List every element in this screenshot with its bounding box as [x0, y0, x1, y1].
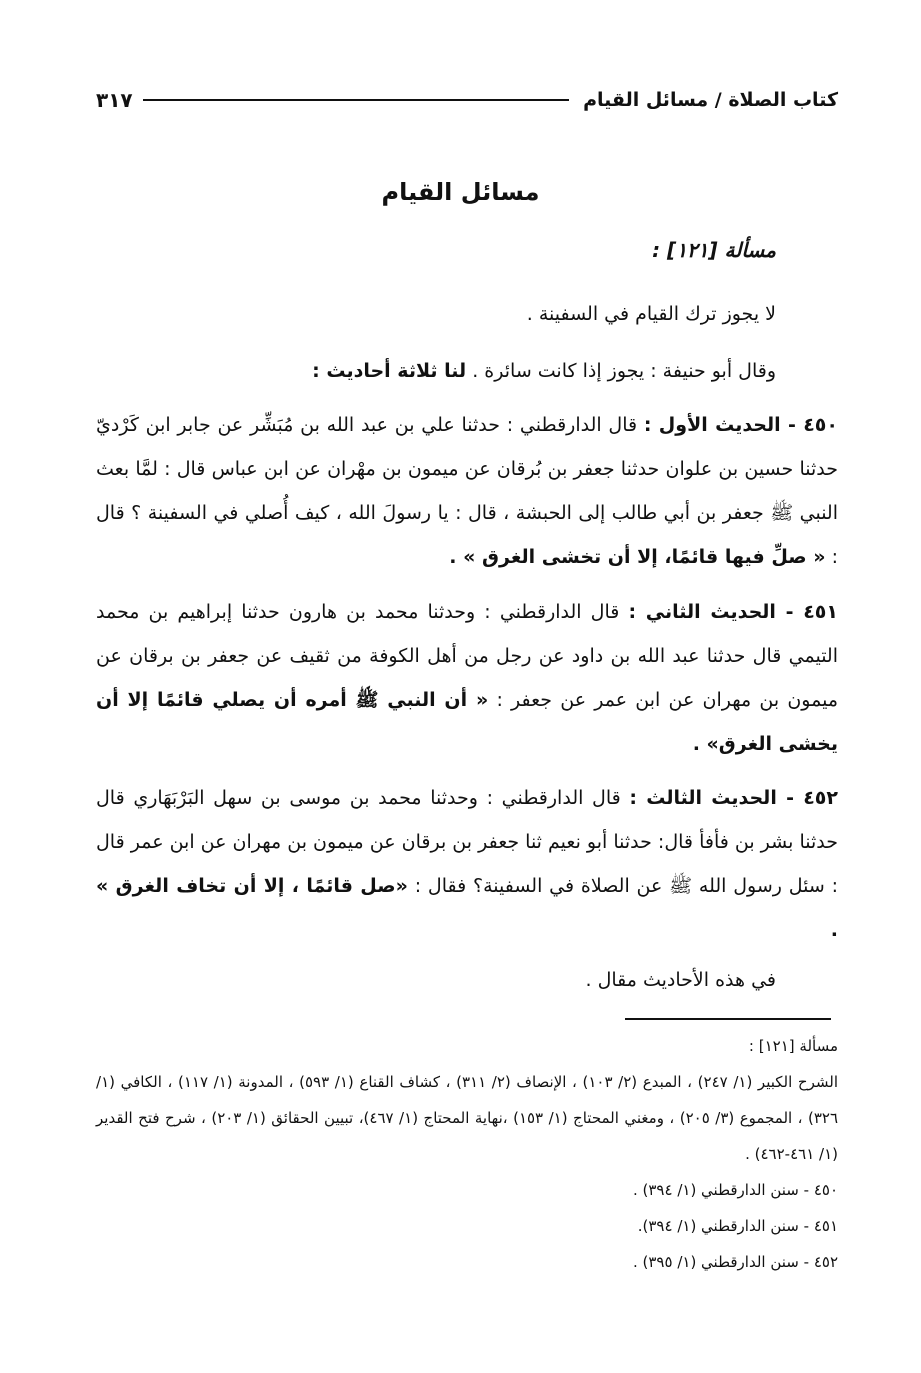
hadith-451 — [96, 590, 838, 766]
hadith-label: ٤٥١ - الحديث الثاني : — [628, 601, 838, 623]
footnote-issue-ref: مسألة [١٢١] : — [748, 1037, 838, 1055]
hadith-quote: « صلِّ فيها قائمًا، إلا أن تخشى الغرق » . — [449, 546, 826, 568]
hadith-450 — [96, 403, 838, 579]
hadith-text: قال الدارقطني : وحدثنا محمد بن موسى بن سهل البَرْبَهَاري قال حدثنا بشر بن فأفأ قال: حدثنا أبو نعيم ثنا جعفر بن برقان عن ميمون بن مهران عن ابن عمر قال : سئل رسول الله ﷺ عن الصلاة في السفينة؟ فقال : — [96, 787, 838, 897]
hadith-quote: « أن النبي ﷺ أمره أن يصلي قائمًا إلا أن يخشى الغرق» . — [96, 689, 838, 755]
hadith-text: قال الدارقطني : وحدثنا محمد بن هارون حدثنا إبراهيم بن محمد التيمي قال حدثنا عبد الله بن داود عن رجل من أهل الكوفة من ثقيف عن جعفر بن برقان عن ميمون بن مهران عن ابن عمر عن جعفر : — [96, 601, 838, 711]
footnote-hadith-451: ٤٥١ - سنن الدارقطني (١/ ٣٩٤). — [637, 1217, 838, 1235]
running-header — [96, 82, 838, 118]
issue-heading: مسألة [١٢١] : — [652, 238, 776, 262]
hadith-label: ٤٥٢ - الحديث الثالث : — [629, 787, 838, 809]
hadith-quote: «صل قائمًا ، إلا أن تخاف الغرق » . — [96, 875, 838, 941]
footnote-hadith-452: ٤٥٢ - سنن الدارقطني (١/ ٣٩٥) . — [632, 1253, 838, 1271]
three-hadiths-note: لنا ثلاثة أحاديث : — [312, 360, 467, 382]
closing-remark: في هذه الأحاديث مقال . — [585, 969, 776, 991]
section-title: مسائل القيام — [381, 178, 540, 206]
running-title: كتاب الصلاة / مسائل القيام — [583, 89, 838, 111]
hadith-text: قال الدارقطني : حدثنا علي بن عبد الله بن مُبَشِّر عن جابر ابن كَرْديّ حدثنا حسين بن علوان حدثنا جعفر بن بُرقان عن ميمون بن مهْران عن ابن عباس قال : لمَّا بعث النبي ﷺ جعفر بن أبي طالب إلى الحبشة ، قال : يا رسولَ الله ، كيف أُصلي في السفينة ؟ قال : — [96, 414, 838, 568]
abu-hanifa-paragraph — [96, 349, 776, 393]
issue-rule: لا يجوز ترك القيام في السفينة . — [526, 303, 776, 325]
footnotes — [96, 1028, 838, 1280]
page-number: ٣١٧ — [96, 88, 133, 112]
abu-hanifa-opinion: وقال أبو حنيفة : يجوز إذا كانت سائرة . — [472, 360, 776, 382]
footnote-issue-sources: الشرح الكبير (١/ ٢٤٧) ، المبدع (٢/ ١٠٣) ، الإنصاف (٢/ ٣١١) ، كشاف القناع (١/ ٥٩٣) ، المدونة (١/ ١١٧) ، الكافي (١/ ٣٢٦) ، المجموع (٣/ ٢٠٥) ، ومغني المحتاج (١/ ١٥٣) ،نهاية المحتاج (١/ ٤٦٧)، تبيين الحقائق (١/ ٢٠٣) ، شرح فتح القدير (١/ ٤٦١-٤٦٢) . — [96, 1073, 839, 1163]
header-rule — [143, 99, 569, 101]
footnote-hadith-450: ٤٥٠ - سنن الدارقطني (١/ ٣٩٤) . — [632, 1181, 838, 1199]
hadith-452 — [96, 776, 838, 952]
footnote-separator — [625, 1018, 831, 1020]
hadith-label: ٤٥٠ - الحديث الأول : — [643, 414, 838, 436]
